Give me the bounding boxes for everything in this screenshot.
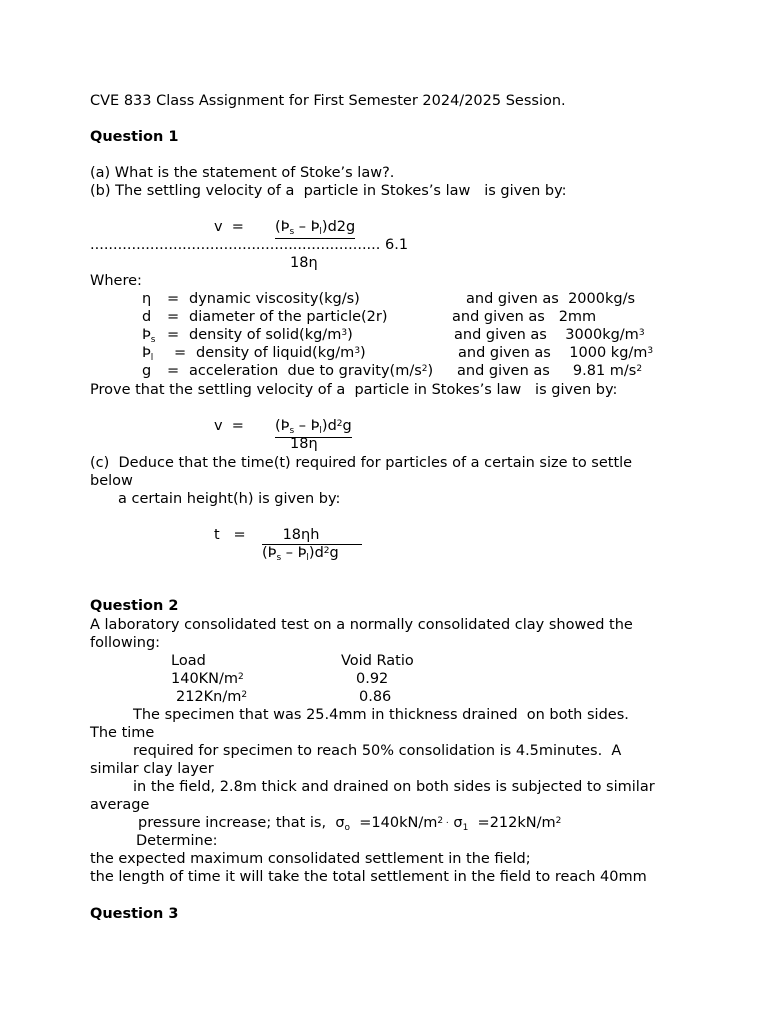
assignment-header: CVE 833 Class Assignment for First Semester 2024/2025 Session. [90,93,566,109]
table-row-1-ratio: 0.92 [356,671,389,687]
eq1-denominator: 18η [290,255,318,271]
eq2-denominator: 18η [290,436,318,452]
eq3-denominator: ($Þ_s$ – $Þ_l)d^2g$ [262,545,339,563]
q2-determine-item-2: the length of time it will take the total settlement in the field to reach 40mm [90,869,647,885]
q2-para-line3: required for specimen to reach 50% consolidation is 4.5minutes. A [133,743,622,759]
variable-given-value: and given as 2000kg/s [466,291,636,307]
question-1-title: Question 1 [90,129,179,145]
q1-prove: Prove that the settling velocity of a particle in Stokes’s law is given by: [90,382,618,398]
table-row-2-ratio: 0.86 [359,689,392,705]
variable-description: acceleration due to $gravity(m/s^2)$ [189,363,434,379]
variable-symbol: η [142,291,152,307]
variable-equals: = [174,345,187,361]
q2-pressure-line: pressure increase; that is, $\sigma_o =140kN/m^{2 .}$ $\sigma_1 =212kN/m^2$ [138,815,562,833]
where-label: Where: [90,273,142,289]
table-header-void-ratio: Void Ratio [341,653,414,669]
question-3-title: Question 3 [90,906,179,922]
question-2-title: Question 2 [90,598,179,614]
q2-para-line2: The time [90,725,155,741]
q2-para-line1: The specimen that was 25.4mm in thickness drained on both sides. [133,707,629,723]
q2-para-line4: similar clay layer [90,761,214,777]
variable-equals: = [167,363,180,379]
q2-intro-line1: A laboratory consolidated test on a normally consolidated clay showed the [90,617,633,633]
variable-description: diameter of the particle(2r) [189,309,388,325]
table-row-2-load: $212Kn/m^2$ [176,689,248,705]
table-row-1-load: $140KN/m^2$ [171,671,244,687]
q2-determine: Determine: [136,833,218,849]
eq2-lhs: v = [214,418,244,434]
variable-description: density of $liquid(kg/m^3)$ [196,345,366,361]
variable-description: dynamic viscosity(kg/s) [189,291,360,307]
variable-symbol: d [142,309,152,325]
variable-given-value: and given as 2mm [452,309,597,325]
variable-given-value: and given as 1000 $kg/m^3$ [458,345,654,361]
eq1-numerator: ($Þ_s$ – $Þ_l)d2g$ [275,219,356,237]
eq2-numerator: ($Þ_s$ – $Þ_l)d^2g$ [275,418,352,436]
table-header-load: Load [171,653,206,669]
eq3-numerator: 18ηh [262,526,362,545]
variable-equals: = [167,327,180,343]
variable-equals: = [167,309,180,325]
q1-part-c-line3: a certain height(h) is given by: [118,491,341,507]
q2-para-line6: average [90,797,150,813]
q2-para-line5: in the field, 2.8m thick and drained on both sides is subjected to similar [133,779,655,795]
q1-part-b: (b) The settling velocity of a particle in Stokes’s law is given by: [90,183,567,199]
variable-symbol: $Þ_s$ [142,327,156,345]
q2-intro-line2: following: [90,635,161,651]
variable-given-value: and given as 9.81 $m/s^2$ [457,363,643,379]
q1-part-a: (a) What is the statement of Stoke’s law?. [90,165,395,181]
variable-given-value: and given as $3000kg/m^3$ [454,327,645,343]
variable-equals: = [167,291,180,307]
q1-part-c-line2: below [90,473,133,489]
eq3-lhs: t = [214,527,246,543]
eq1-lhs: v = [214,219,244,235]
q1-part-c-line1: (c) Deduce that the time(t) required for particles of a certain size to settle [90,455,633,471]
q2-determine-item-1: the expected maximum consolidated settlement in the field; [90,851,531,867]
variable-description: density of $solid(kg/m^3)$ [189,327,353,343]
variable-symbol: $Þ_l$ [142,345,154,363]
eq1-dots-number: ............................................................... 6.1 [90,237,409,253]
variable-symbol: g [142,363,152,379]
